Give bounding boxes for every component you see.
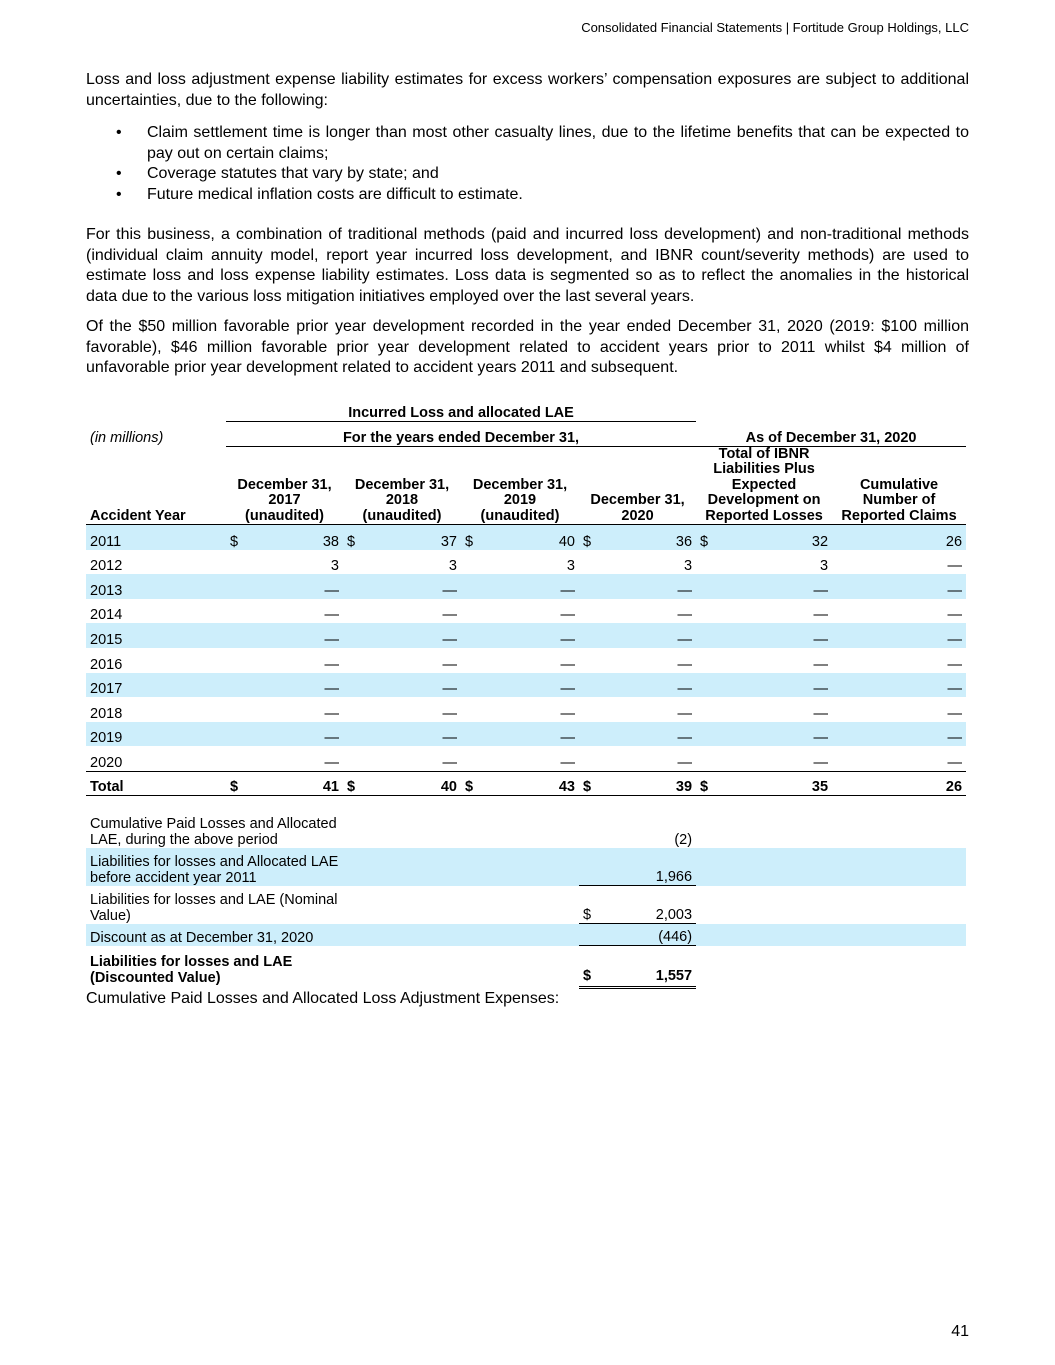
currency-symbol: $ <box>583 968 592 985</box>
cell-value: — <box>461 574 579 599</box>
col-header-2020: December 31, 2020 <box>579 446 696 525</box>
row-year: 2013 <box>86 574 226 599</box>
list-item <box>86 185 969 206</box>
cell-value: — <box>579 574 696 599</box>
row-year: 2016 <box>90 656 123 673</box>
cell-value: — <box>813 754 829 771</box>
total-row <box>86 771 966 795</box>
cell-value: 40 <box>440 778 457 795</box>
cumulative-paid-label: Cumulative Paid Losses and Allocated LAE, during the above period <box>90 815 337 848</box>
cell-value: — <box>947 754 963 771</box>
cell-value: — <box>226 623 343 648</box>
currency-symbol: $ <box>465 778 474 795</box>
discounted-value-row <box>86 946 966 988</box>
discount-row <box>86 924 966 946</box>
col-header-2019: December 31, 2019 (unaudited) <box>461 446 579 525</box>
cell-value: — <box>832 722 966 747</box>
cell-value: 26 <box>832 525 966 550</box>
table-row <box>86 648 966 673</box>
bullet-icon: • <box>116 165 122 182</box>
cell-value: 3 <box>330 558 339 575</box>
row-year: 2012 <box>90 558 123 575</box>
table-row <box>86 550 966 575</box>
currency-symbol: $ <box>347 533 356 550</box>
row-year: 2018 <box>90 705 123 722</box>
years-header: For the years ended December 31, <box>226 421 696 446</box>
cell-value: 39 <box>675 778 693 795</box>
list-item-text: Coverage statutes that vary by state; and <box>147 165 439 182</box>
incurred-group-header: Incurred Loss and allocated LAE <box>226 397 696 422</box>
after-table-text: Cumulative Paid Losses and Allocated Loss Adjustment Expenses: <box>86 990 560 1008</box>
row-year: 2011 <box>86 525 226 550</box>
development-paragraph: Of the $50 million favorable prior year development recorded in the year ended December 31, 2020 (2019: $100 million favorable), $46 million favorable prior year development related to accident years prior to 2011 whilst $4 million of unfavorable prior year development related to accident years 2011 and subsequent. <box>86 318 969 376</box>
cell-value: — <box>324 656 339 673</box>
total-label: Total <box>86 771 226 795</box>
cell-value: 3 <box>566 558 575 575</box>
table-row <box>86 722 966 747</box>
cell-value: 32 <box>811 533 829 550</box>
cell-value: — <box>832 673 966 698</box>
loss-development-table <box>86 397 966 990</box>
currency-symbol: $ <box>230 533 239 550</box>
currency-symbol: $ <box>700 533 709 550</box>
col-header-ibnr: Total of IBNR Liabilities Plus Expected Development on Reported Losses <box>696 446 832 525</box>
currency-symbol: $ <box>347 778 356 795</box>
cell-value: — <box>677 754 693 771</box>
list-item-text: Future medical inflation costs are difficult to estimate. <box>147 185 523 203</box>
cell-value: — <box>343 623 461 648</box>
accident-year-header: Accident Year <box>86 446 226 525</box>
cell-value: — <box>343 673 461 698</box>
liabilities-before-label: Liabilities for losses and Allocated LAE before accident year 2011 <box>86 848 343 886</box>
cell-value: — <box>813 607 829 624</box>
table-row <box>86 623 966 648</box>
cell-value: — <box>560 656 575 673</box>
cell-value: — <box>343 722 461 747</box>
cell-value: — <box>442 754 457 771</box>
cell-value: 3 <box>683 558 693 575</box>
cell-value: — <box>226 722 343 747</box>
cell-value: 40 <box>558 533 575 550</box>
list-item <box>86 164 969 185</box>
cell-value: — <box>226 574 343 599</box>
cell-value: — <box>696 623 832 648</box>
cell-value: — <box>832 623 966 648</box>
cell-value: 35 <box>811 778 829 795</box>
table-row <box>86 673 966 698</box>
row-year: 2017 <box>86 673 226 698</box>
cell-value: — <box>560 754 575 771</box>
liabilities-before-row <box>86 848 966 886</box>
cell-value: 38 <box>322 533 339 550</box>
cell-value: — <box>947 607 963 624</box>
cell-value: — <box>343 574 461 599</box>
cell-value: — <box>579 673 696 698</box>
asof-header: As of December 31, 2020 <box>696 421 966 446</box>
list-item-text: Claim settlement time is longer than most other casualty lines, due to the lifetime benefits that can be expected to pay out on certain claims; <box>147 124 969 162</box>
table-row <box>86 574 966 599</box>
cell-value: — <box>696 574 832 599</box>
cumulative-paid-row <box>86 795 966 848</box>
intro-paragraph: Loss and loss adjustment expense liability estimates for excess workers’ compensation exposures are subject to additional uncertainties, due to the following: <box>86 71 969 109</box>
cell-value: 3 <box>819 558 829 575</box>
cell-value: — <box>579 623 696 648</box>
nominal-value-label: Liabilities for losses and LAE (Nominal Value) <box>90 891 338 924</box>
page-content <box>86 70 969 1010</box>
cell-value: 37 <box>440 533 457 550</box>
discounted-value-label: Liabilities for losses and LAE (Discounted Value) <box>90 953 293 986</box>
table-row <box>86 697 966 722</box>
cell-value: 43 <box>558 778 575 795</box>
cell-value: — <box>696 722 832 747</box>
cell-value: — <box>442 656 457 673</box>
currency-symbol: $ <box>230 778 239 795</box>
cell-value: — <box>461 623 579 648</box>
cell-value: — <box>442 705 457 722</box>
cell-value: — <box>560 607 575 624</box>
cell-value: — <box>832 574 966 599</box>
cell-value: 26 <box>832 771 966 795</box>
cell-value: — <box>461 722 579 747</box>
cell-value: — <box>442 607 457 624</box>
table-row <box>86 746 966 771</box>
currency-symbol: $ <box>583 778 592 795</box>
cell-value: — <box>947 558 963 575</box>
discount-label: Discount as at December 31, 2020 <box>86 924 343 946</box>
cell-value: — <box>947 705 963 722</box>
cell-value: — <box>226 673 343 698</box>
row-year: 2015 <box>86 623 226 648</box>
currency-symbol: $ <box>583 907 592 924</box>
currency-symbol: $ <box>583 533 592 550</box>
nominal-value: 2,003 <box>655 907 693 924</box>
nominal-value-row <box>86 886 966 924</box>
bullet-icon: • <box>116 185 122 203</box>
cell-value: 41 <box>322 778 339 795</box>
page-header: Consolidated Financial Statements | Fortitude Group Holdings, LLC <box>581 20 969 35</box>
bullet-icon: • <box>116 124 122 141</box>
col-header-claims: Cumulative Number of Reported Claims <box>832 446 966 525</box>
cell-value: — <box>813 656 829 673</box>
cell-value: — <box>677 607 693 624</box>
col-header-2017: December 31, 2017 (unaudited) <box>226 446 343 525</box>
cell-value: — <box>324 705 339 722</box>
row-year: 2020 <box>90 754 123 771</box>
cell-value: — <box>324 754 339 771</box>
table-row <box>86 525 966 550</box>
currency-symbol: $ <box>700 778 709 795</box>
discounted-value: 1,557 <box>655 968 693 985</box>
cell-value: — <box>560 705 575 722</box>
cell-value: — <box>696 673 832 698</box>
row-year: 2019 <box>86 722 226 747</box>
page-number: 41 <box>951 1323 969 1340</box>
cell-value: 36 <box>675 533 693 550</box>
cell-value: — <box>677 656 693 673</box>
liabilities-before-value: 1,966 <box>579 848 696 886</box>
units-label: (in millions) <box>90 430 164 446</box>
cell-value: — <box>947 656 963 673</box>
methods-paragraph: For this business, a combination of traditional methods (paid and incurred loss development) and non-traditional methods (individual claim annuity model, report year incurred loss development, and IBNR count/severity methods) are used to estimate loss and loss expense liability estimates. Loss data is segmented so as to reflect the anomalies in the historical data due to the various loss mitigation initiatives employed over the last several years. <box>86 226 969 305</box>
cell-value: — <box>324 607 339 624</box>
uncertainty-list <box>86 123 969 205</box>
cell-value: 3 <box>448 558 457 575</box>
cell-value: — <box>461 673 579 698</box>
col-header-2018: December 31, 2018 (unaudited) <box>343 446 461 525</box>
table-row <box>86 599 966 624</box>
row-year: 2014 <box>90 607 123 624</box>
discount-value: (446) <box>579 924 696 946</box>
cell-value: — <box>677 705 693 722</box>
cell-value: — <box>813 705 829 722</box>
currency-symbol: $ <box>465 533 474 550</box>
list-item <box>86 123 969 164</box>
cumulative-paid-value: (2) <box>674 831 693 848</box>
cell-value: — <box>579 722 696 747</box>
